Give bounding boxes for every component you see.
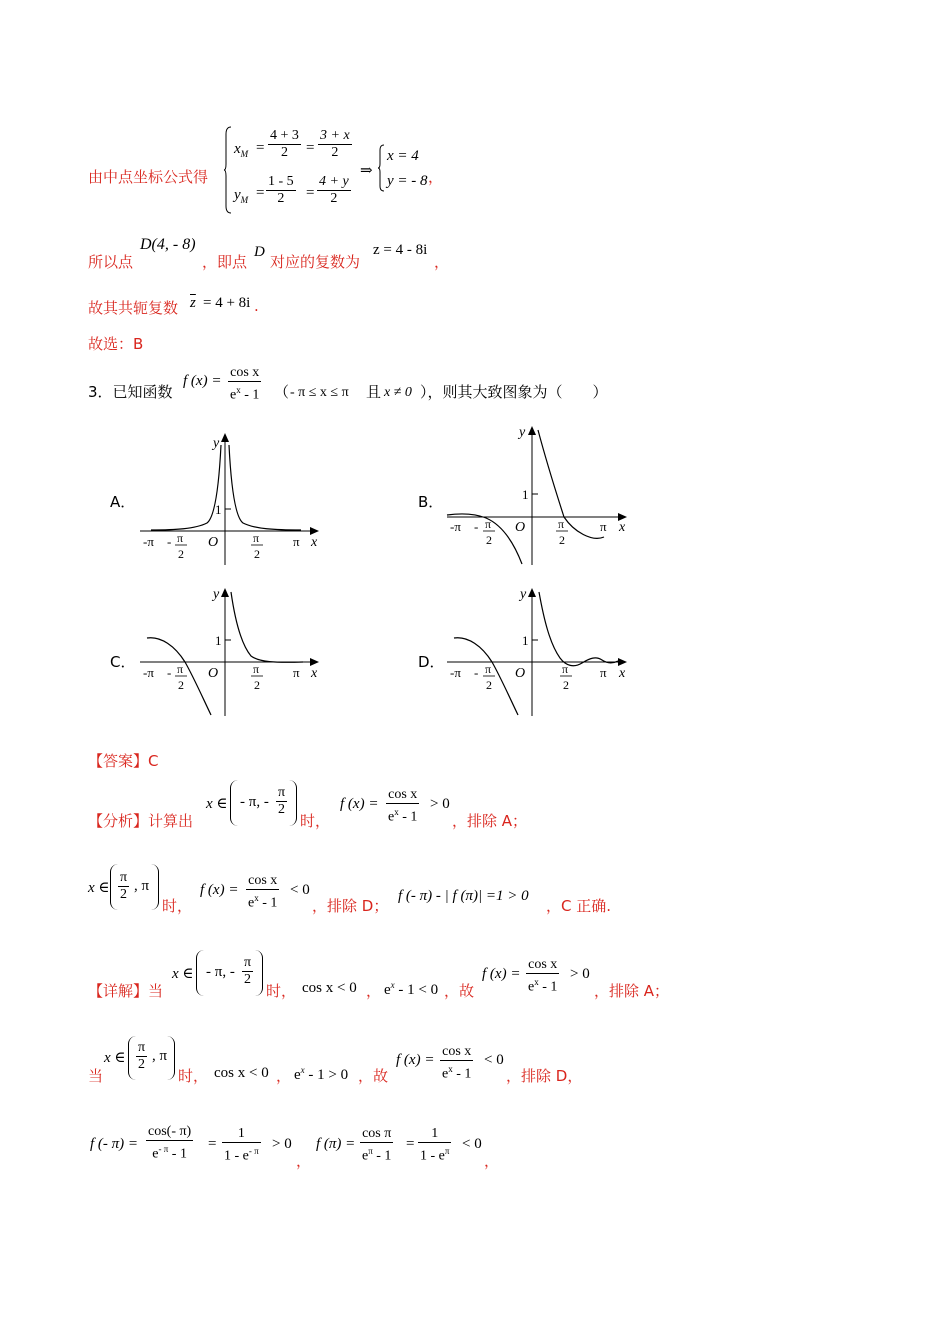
graph-a-y-label: y (213, 436, 220, 451)
graph-a-curve-right (229, 445, 301, 530)
cond-range: - π ≤ x ≤ π (290, 385, 349, 400)
detail-lt0: < 0 (484, 1052, 504, 1068)
detail-p2: 时， (266, 982, 297, 1000)
complex-z: z = 4 - 8i (373, 242, 428, 258)
question-fx: f (x) = (183, 373, 222, 389)
graph-a-half-pi-neg-num: π (177, 531, 184, 545)
detail-int2-frac: $\frac{\pi}{2}$ (138, 1040, 146, 1072)
detail-frac-one-1: $\frac{1}{1 - e^{- \pi}}$ (224, 1126, 259, 1164)
analysis-x-in: x ∈ (206, 796, 228, 812)
conj-prefix: 故其共轭复数 (88, 299, 179, 317)
detail-p8: ，排除 D， (506, 1067, 583, 1085)
graph-d-minus: - (474, 665, 479, 680)
graph-c-half-pi-neg-num: π (177, 662, 184, 676)
graph-a-half-pi-neg-den: 2 (178, 547, 184, 561)
detail-frac-1: $\frac{\text{cos x}}{e^x - 1}$ (528, 957, 558, 995)
cond-open: （ (274, 383, 290, 401)
option-c-label: C． (110, 653, 136, 671)
detail-gt0: > 0 (570, 966, 590, 982)
option-b-label: B． (418, 493, 444, 511)
option-a-label: A． (110, 493, 136, 511)
graph-d-x-label: x (619, 666, 626, 681)
point-tail: ， (434, 253, 450, 271)
graph-d-curve-right (539, 592, 618, 666)
point-d-letter: D (254, 244, 265, 260)
analysis-int1-frac: $\frac{\pi}{2}$ (278, 785, 286, 817)
detail-fpi: f (π) = (316, 1136, 356, 1152)
detail-int2-rparen (166, 1036, 175, 1080)
graph-c (135, 580, 325, 720)
result-brace (378, 144, 385, 192)
graph-c-neg-pi: -π (143, 665, 154, 680)
detail-int1-rparen (254, 950, 263, 996)
detail-frac-2: $\frac{\text{cos x}}{e^x - 1}$ (442, 1044, 472, 1082)
question-number: 3．已知函数 (88, 383, 173, 401)
graph-b-half-pi-den: 2 (559, 533, 565, 547)
graph-d-y-label: y (520, 587, 527, 602)
graph-a-neg-pi: -π (143, 534, 154, 549)
question-fraction: $\frac{\text{cos x}}{e^x - 1}$ (230, 365, 260, 403)
eq-1: = (256, 140, 265, 156)
graph-b-minus: - (474, 519, 479, 534)
graph-c-half-pi-neg-den: 2 (178, 678, 184, 692)
graph-c-x-label: x (311, 666, 318, 681)
graph-c-half-pi-num: π (253, 662, 260, 676)
analysis-p4: 时， (162, 897, 193, 915)
graph-b-half-pi-neg-num: π (485, 517, 492, 531)
graph-a-one: 1 (215, 502, 222, 517)
graph-b-half-pi-num: π (558, 517, 565, 531)
detail-int1-frac: $\frac{\pi}{2}$ (244, 955, 252, 987)
graph-a-half-pi-num: π (253, 531, 260, 545)
xm-lhs: $x_M$ (234, 141, 249, 159)
analysis-p5: ，排除 D； (312, 897, 389, 915)
detail-exp-neg: $e^x - 1 < 0$ (384, 980, 439, 998)
analysis-p2: 时， (300, 812, 331, 830)
graph-c-y-label: y (213, 587, 220, 602)
detail-int1-left: - π, - (206, 964, 235, 980)
detail-p3: ，故 (444, 982, 475, 1000)
graph-c-y-arrow (221, 588, 229, 597)
frac-4-plus-y: $\frac{4 + y}{2}$ (319, 174, 349, 206)
detail-x-in-2: x ∈ (104, 1050, 126, 1066)
point-mid: ，即点 (202, 253, 248, 271)
implies-arrow: ⇒ (360, 163, 373, 179)
point-prefix: 所以点 (88, 253, 134, 271)
frac-4-plus-3: $\frac{4 + 3}{2}$ (270, 128, 299, 160)
graph-d-origin: O (515, 666, 526, 681)
ym-lhs: $y_M$ (234, 187, 249, 205)
point-complex-text: 对应的复数为 (270, 253, 361, 271)
graph-b-y-arrow (528, 426, 536, 435)
graph-a-y-arrow (221, 433, 229, 442)
graph-b-half-pi-neg-den: 2 (486, 533, 492, 547)
graph-d-half-pi-neg-num: π (485, 662, 492, 676)
detail-frac-negpi: $\frac{\cos(- \pi)}{e^{- \pi} - 1}$ (148, 1124, 192, 1162)
graph-d-half-pi-den: 2 (563, 678, 569, 692)
cond-nonzero: x ≠ 0 (384, 385, 412, 400)
graph-d-x-arrow (618, 658, 627, 666)
cond-close: ），则其大致图象为（ ） (420, 383, 608, 401)
analysis-int2-frac: $\frac{\pi}{2}$ (120, 870, 128, 902)
graph-d-half-pi-neg-den: 2 (486, 678, 492, 692)
detail-p7: ，故 (358, 1067, 389, 1085)
detail-lt0b: < 0 (462, 1136, 482, 1152)
graph-a-curve-left (151, 445, 221, 530)
analysis-x-in-2: x ∈ (88, 880, 110, 896)
graph-a-half-pi-den: 2 (254, 547, 260, 561)
detail-eq-2: = (406, 1136, 415, 1152)
eq-3: = (256, 185, 265, 201)
result-x: x = 4 (387, 148, 419, 164)
detail-p6: 时， (178, 1067, 209, 1085)
graph-a (135, 425, 325, 570)
frac-3-plus-x: $\frac{3 + x}{2}$ (320, 128, 350, 160)
analysis-int1-left: - π, - (240, 794, 269, 810)
graph-d-pi: π (600, 665, 607, 680)
analysis-frac-2: $\frac{\text{cos x}}{e^x - 1}$ (248, 873, 278, 911)
detail-end: ， (484, 1152, 500, 1170)
analysis-int2-right: , π (134, 878, 150, 894)
graph-b (442, 420, 637, 570)
conj-tail: . (254, 297, 259, 315)
graph-b-pi: π (600, 519, 607, 534)
analysis-gt0: > 0 (430, 796, 450, 812)
detail-comma: ， (296, 1152, 312, 1170)
cond-and: 且 (366, 383, 382, 401)
conj-value: = 4 + 8i (203, 295, 251, 311)
graph-d (442, 580, 637, 720)
midpoint-label: 由中点坐标公式得 (88, 168, 209, 186)
graph-c-minus: - (167, 665, 172, 680)
detail-frac-one-2: $\frac{1}{1 - e^\pi}$ (420, 1126, 450, 1164)
detail-fneg: f (- π) = (90, 1136, 139, 1152)
graph-c-curve-right (231, 592, 303, 662)
analysis-frac-1: $\frac{\text{cos x}}{e^x - 1}$ (388, 787, 418, 825)
graph-c-x-arrow (310, 658, 319, 666)
analysis-p3: ，排除 A； (452, 812, 528, 830)
graph-c-pi: π (293, 665, 300, 680)
eq-2: = (306, 140, 315, 156)
analysis-int1-rparen (288, 780, 297, 826)
midpoint-left-brace (224, 126, 232, 214)
detail-frac-pi: $\frac{\text{cos π}}{e^\pi - 1}$ (362, 1126, 392, 1164)
detail-fx-2: f (x) = (396, 1052, 435, 1068)
analysis-int2-rparen (150, 864, 159, 910)
point-d-coords: D(4, - 8) (140, 236, 196, 253)
zbar: $\overline{z}$ (190, 295, 196, 311)
graph-c-half-pi-den: 2 (254, 678, 260, 692)
graph-a-minus: - (167, 534, 172, 549)
detail-cos-neg-2: cos x < 0 (214, 1065, 269, 1081)
answer-line: 【答案】C (88, 752, 159, 770)
detail-cos-neg: cos x < 0 (302, 980, 357, 996)
choice-line: 故选：B (88, 335, 144, 353)
eq-4: = (306, 185, 315, 201)
graph-b-one: 1 (522, 487, 529, 502)
graph-a-x-label: x (311, 535, 318, 550)
midpoint-tail: ， (428, 168, 444, 186)
detail-sep-1: ， (366, 982, 382, 1000)
detail-p4: ，排除 A； (594, 982, 670, 1000)
analysis-int1-lparen (230, 780, 239, 826)
analysis-expr: f (- π) - | f (π)| =1 > 0 (398, 888, 529, 904)
result-y: y = - 8 (387, 173, 428, 189)
frac-1-minus-5: $\frac{1 - 5}{2}$ (268, 174, 294, 206)
detail-int1-lparen (196, 950, 205, 996)
graph-b-neg-pi: -π (450, 519, 461, 534)
detail-exp-pos: $e^x - 1 > 0$ (294, 1065, 349, 1083)
analysis-lt0: < 0 (290, 882, 310, 898)
detail-p5: 当 (88, 1067, 104, 1085)
detail-gt0b: > 0 (272, 1136, 292, 1152)
detail-x-in: x ∈ (172, 966, 194, 982)
graph-c-one: 1 (215, 633, 222, 648)
graph-b-curve-right (538, 430, 604, 538)
graph-b-origin: O (515, 520, 526, 535)
detail-fx-1: f (x) = (482, 966, 521, 982)
analysis-fx-2: f (x) = (200, 882, 239, 898)
graph-d-one: 1 (522, 633, 529, 648)
graph-b-y-label: y (519, 425, 526, 440)
graph-b-x-label: x (619, 520, 626, 535)
analysis-p6: ，C 正确. (546, 897, 612, 915)
analysis-tag: 【分析】计算出 (88, 812, 194, 830)
graph-c-origin: O (208, 666, 219, 681)
detail-eq-1: = (208, 1136, 217, 1152)
graph-d-half-pi-num: π (562, 662, 569, 676)
graph-a-x-arrow (310, 527, 319, 535)
analysis-fx: f (x) = (340, 796, 379, 812)
graph-d-neg-pi: -π (450, 665, 461, 680)
graph-a-origin: O (208, 535, 219, 550)
option-d-label: D． (418, 653, 445, 671)
detail-sep-2: ， (276, 1067, 292, 1085)
graph-d-y-arrow (528, 588, 536, 597)
graph-a-pi: π (293, 534, 300, 549)
detail-int2-right: , π (152, 1048, 168, 1064)
detail-tag: 【详解】当 (88, 982, 164, 1000)
